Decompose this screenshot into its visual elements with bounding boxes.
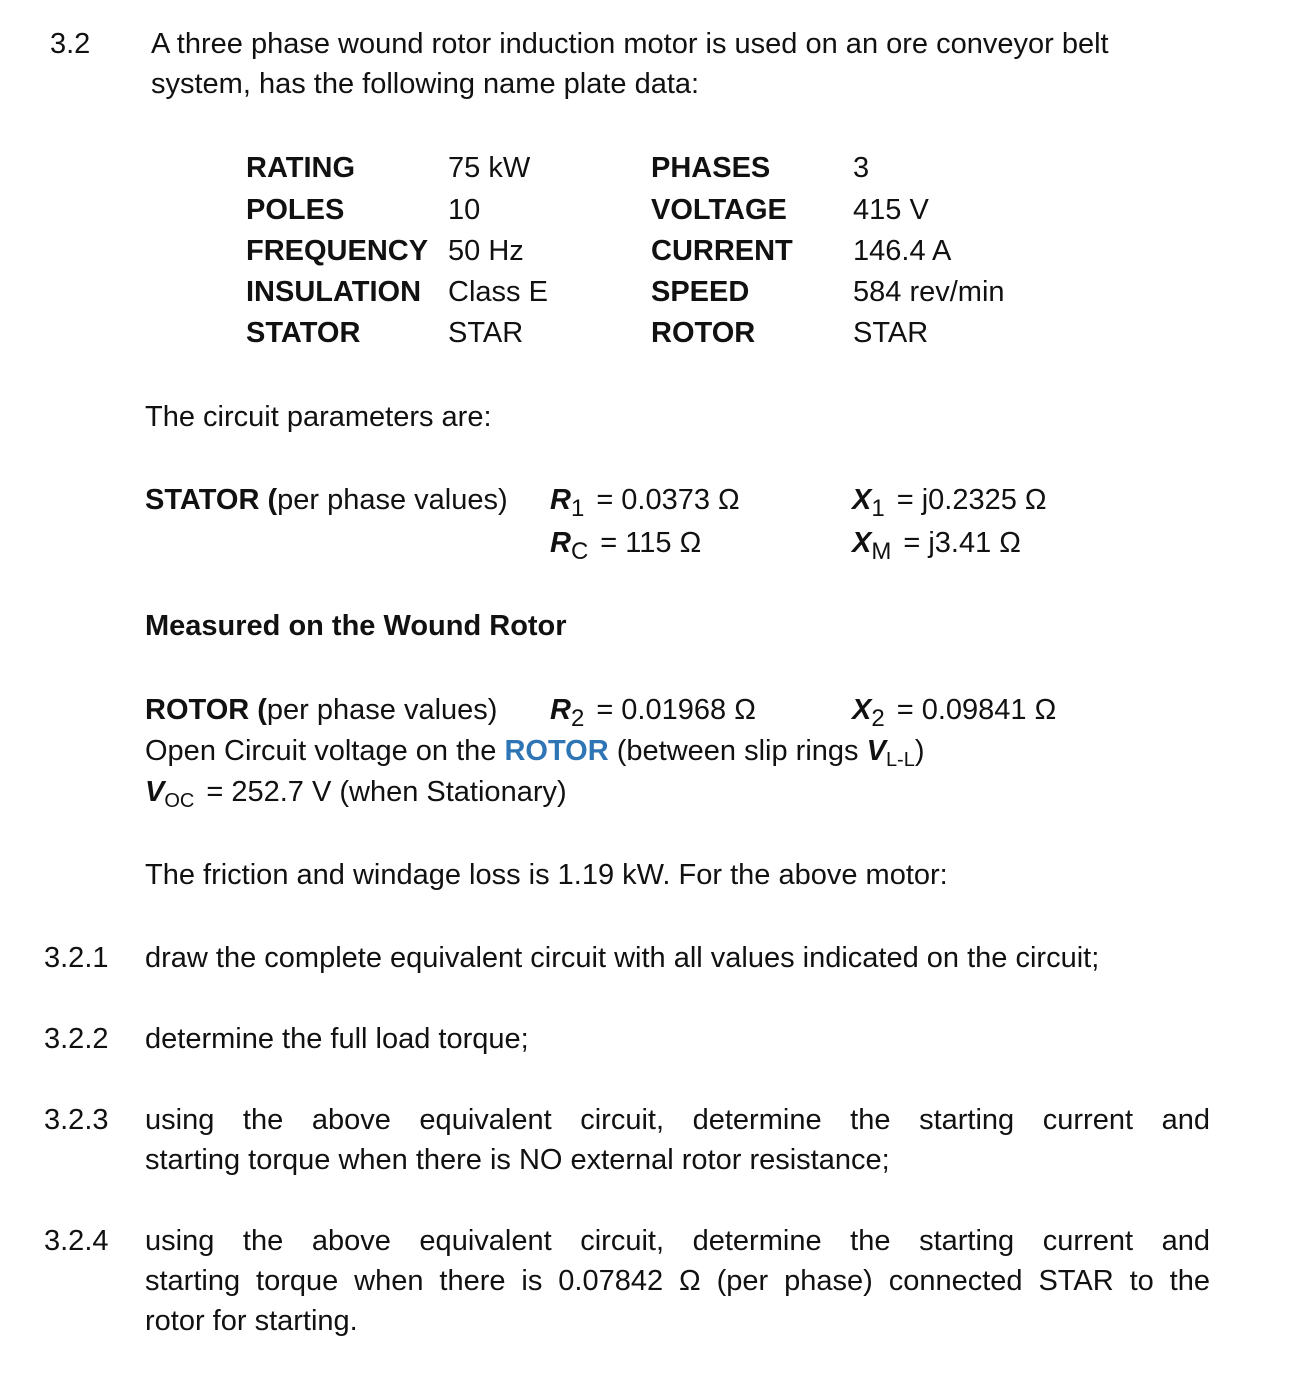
- question-intro-line1: A three phase wound rotor induction motor is used on an ore conveyor belt: [151, 28, 1109, 60]
- stator-label-rest: per phase values): [277, 484, 508, 516]
- nameplate-label: VOLTAGE: [651, 194, 787, 226]
- question-number: 3.2: [50, 28, 91, 60]
- stator-xm: $X_M = j3.41$ Ω: [852, 527, 1021, 565]
- question-intro-line2: system, has the following name plate data:: [151, 68, 700, 100]
- nameplate-label: RATING: [246, 152, 356, 184]
- nameplate-label: STATOR: [246, 317, 361, 349]
- nameplate-value: STAR: [448, 317, 524, 349]
- rotor-highlight: ROTOR: [504, 735, 609, 767]
- rotor-label-rest: per phase values): [266, 694, 498, 726]
- subquestion-text: using the above equivalent circuit, determine the starting current and: [145, 1225, 1210, 1257]
- nameplate-value: STAR: [853, 317, 929, 349]
- subquestion-number: 3.2.3: [44, 1104, 109, 1136]
- nameplate-label: SPEED: [651, 276, 750, 308]
- nameplate-value: 584 rev/min: [853, 276, 1005, 308]
- stator-r1: $R_1 = 0.0373$ Ω: [550, 484, 740, 522]
- rotor-heading: Measured on the Wound Rotor: [145, 610, 567, 642]
- nameplate-label: POLES: [246, 194, 345, 226]
- subquestion-number: 3.2.4: [44, 1225, 109, 1257]
- nameplate-value: 75 kW: [448, 152, 531, 184]
- subquestion-text: starting torque when there is 0.07842 Ω (per phase) connected STAR to the: [145, 1265, 1210, 1297]
- rotor-label: [145, 690, 497, 730]
- nameplate-value: 10: [448, 194, 481, 226]
- open-circuit-line: Open Circuit voltage on the ROTOR (between slip rings $V_{L-L}$): [145, 735, 925, 771]
- nameplate-label: ROTOR: [651, 317, 756, 349]
- rotor-r2: $R_2 = 0.01968$ Ω: [550, 694, 756, 732]
- stator-rc: $R_C = 115$ Ω: [550, 527, 702, 565]
- nameplate-value: 146.4 A: [853, 235, 952, 267]
- subquestion-number: 3.2.1: [44, 942, 109, 974]
- rotor-x2: $X_2 = 0.09841$ Ω: [852, 694, 1057, 732]
- nameplate-label: INSULATION: [246, 276, 422, 308]
- nameplate-value: 50 Hz: [448, 235, 524, 267]
- circuit-params-intro: The circuit parameters are:: [145, 401, 492, 433]
- nameplate-label: PHASES: [651, 152, 771, 184]
- nameplate-label: CURRENT: [651, 235, 793, 267]
- stator-x1: $X_1 = j0.2325$ Ω: [852, 484, 1047, 522]
- rotor-label-bold: ROTOR (: [145, 694, 267, 726]
- stator-label: [145, 480, 508, 520]
- nameplate-value: 415 V: [853, 194, 929, 226]
- subquestion-text: determine the full load torque;: [145, 1023, 529, 1055]
- stator-label-bold: STATOR (: [145, 484, 278, 516]
- friction-line: The friction and windage loss is 1.19 kW. For the above motor:: [145, 859, 948, 891]
- subquestion-text: rotor for starting.: [145, 1305, 358, 1337]
- subquestion-number: 3.2.2: [44, 1023, 109, 1055]
- nameplate-value: 3: [853, 152, 870, 184]
- subquestion-text: draw the complete equivalent circuit with all values indicated on the circuit;: [145, 942, 1100, 974]
- subquestion-text: using the above equivalent circuit, determine the starting current and: [145, 1104, 1210, 1136]
- nameplate-value: Class E: [448, 276, 548, 308]
- nameplate-label: FREQUENCY: [246, 235, 429, 267]
- voc-line: $V_{OC} = 252.7$ V (when Stationary): [145, 776, 567, 812]
- subquestion-text: starting torque when there is NO external rotor resistance;: [145, 1144, 890, 1176]
